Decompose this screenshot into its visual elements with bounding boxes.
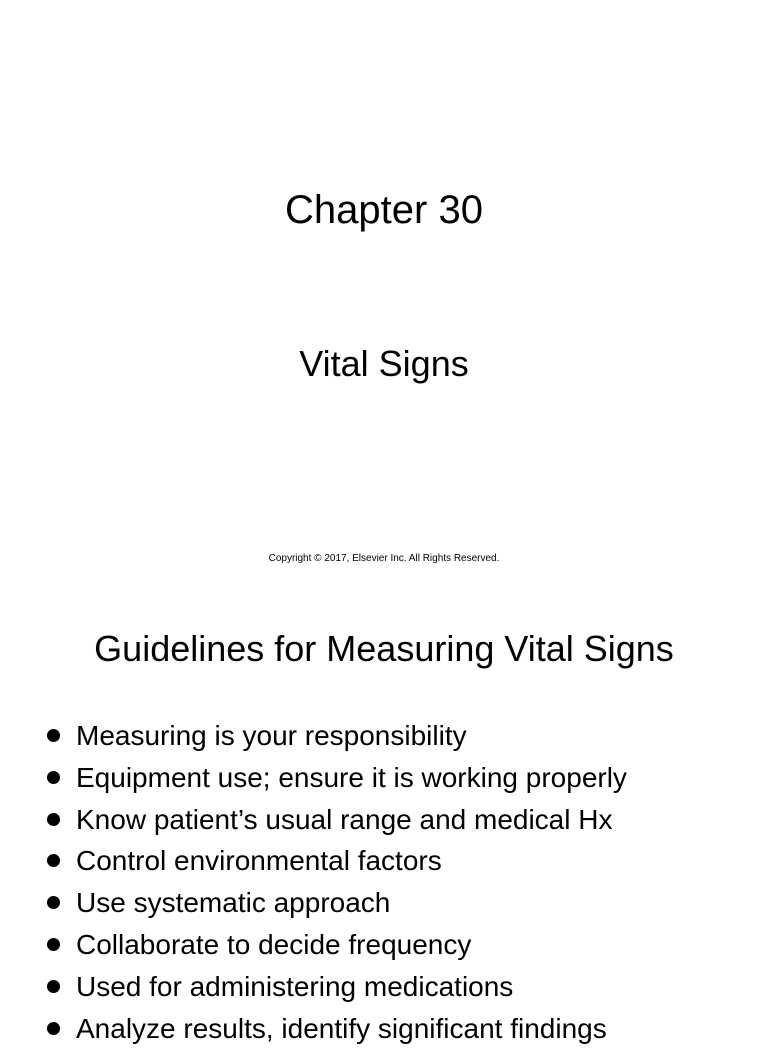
bullet-text: Control environmental factors <box>76 845 442 877</box>
bullet-dot-icon <box>47 771 60 784</box>
bullet-dot-icon <box>47 896 60 909</box>
copyright-notice: Copyright © 2017, Elsevier Inc. All Rights Reserved. <box>268 553 500 564</box>
bullet-dot-icon <box>47 854 60 867</box>
bullet-text: Use systematic approach <box>76 887 391 919</box>
bullet-dot-icon <box>47 938 60 951</box>
bullet-dot-icon <box>47 813 60 826</box>
bullet-text: Know patient’s usual range and medical Hx <box>76 803 613 835</box>
chapter-subtitle: Vital Signs <box>299 343 469 384</box>
content-slide <box>0 576 768 1044</box>
bullet-dot-icon <box>47 729 60 742</box>
bullet-item <box>0 924 768 966</box>
bullet-text: Collaborate to decide frequency <box>76 928 472 960</box>
bullet-item <box>0 799 768 841</box>
bullet-item <box>0 1008 768 1050</box>
slide-title: Guidelines for Measuring Vital Signs <box>94 628 674 669</box>
bullet-text: Used for administering medications <box>76 970 514 1002</box>
bullet-dot-icon <box>47 980 60 993</box>
bullet-dot-icon <box>47 1022 60 1035</box>
bullet-item <box>0 840 768 882</box>
bullet-text: Analyze results, identify significant findings <box>76 1012 607 1044</box>
bullet-item <box>0 882 768 924</box>
chapter-title: Chapter 30 <box>285 188 483 232</box>
bullet-list <box>0 715 768 1049</box>
bullet-item <box>0 757 768 799</box>
bullet-text: Equipment use; ensure it is working properly <box>76 761 627 793</box>
bullet-text: Measuring is your responsibility <box>76 720 467 751</box>
bullet-item <box>0 715 768 757</box>
bullet-item <box>0 966 768 1008</box>
